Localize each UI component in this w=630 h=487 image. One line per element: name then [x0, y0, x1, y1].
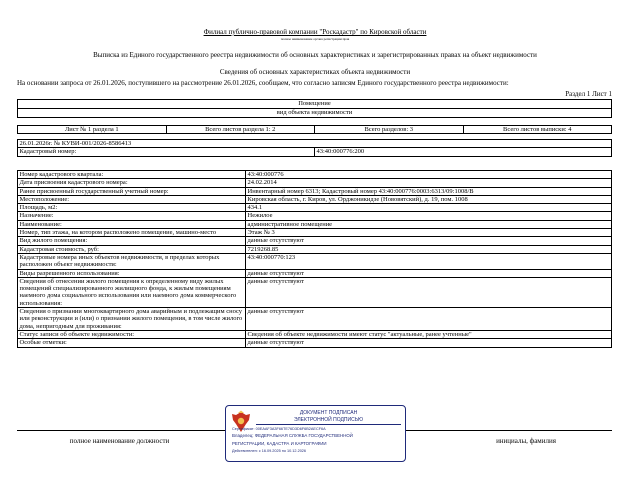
row-label: Ранее присвоенный государственный учетный номер:	[18, 187, 246, 195]
table-row	[18, 212, 612, 220]
row-value: Этаж № 3	[246, 229, 612, 237]
stamp-line1: ДОКУМЕНТ ПОДПИСАН	[299, 410, 358, 416]
sheets-total: Всего листов выписки: 4	[463, 126, 612, 134]
table-row	[18, 220, 612, 228]
row-label: Вид жилого помещения:	[18, 237, 246, 245]
cadastral-number-value: 43:40:000776:200	[315, 148, 612, 156]
table-row	[18, 179, 612, 187]
object-type-table	[17, 99, 612, 118]
position-caption: полное наименование должности	[69, 437, 170, 445]
row-value: административное помещение	[246, 220, 612, 228]
row-label: Кадастровые номера иных объектов недвижимости, в пределах которых расположен объект недвижимости:	[18, 253, 246, 269]
row-value: Нежилое	[246, 212, 612, 220]
row-label: Площадь, м2:	[18, 204, 246, 212]
table-row	[18, 237, 612, 245]
row-value: данные отсутствуют	[246, 277, 612, 307]
stamp-owner: Владелец: ФЕДЕРАЛЬНАЯ СЛУЖБА ГОСУДАРСТВЕННОЙ	[232, 433, 353, 438]
table-row	[18, 171, 612, 179]
table-row	[18, 253, 612, 269]
org-caption: полное наименование органа регистрации прав	[280, 37, 350, 41]
table-row	[18, 229, 612, 237]
row-value: данные отсутствуют	[246, 339, 612, 347]
sheet-info-table	[17, 125, 612, 134]
row-value: 43:40:000776	[246, 171, 612, 179]
stamp-certificate: Сертификат: 00EAAF3A3F66TE76D3D6F6B2AECF6A	[232, 427, 326, 431]
row-label: Дата присвоения кадастрового номера:	[18, 179, 246, 187]
table-row	[18, 245, 612, 253]
section-sheet: Раздел 1 Лист 1	[565, 90, 612, 98]
row-label: Особые отметки:	[18, 339, 246, 347]
row-label: Местоположение:	[18, 195, 246, 203]
row-label: Номер кадастрового квартала:	[18, 171, 246, 179]
row-value: Инвентарный номер 6313; Кадастровый номер 43:40:000776:0003:6313/09:1008/В	[246, 187, 612, 195]
row-value: Сведения об объекте недвижимости имеют статус "актуальные, ранее учтенные"	[246, 330, 612, 338]
name-caption: инициалы, фамилия	[496, 437, 556, 445]
row-label: Сведения о признании многоквартирного дома аварийным и подлежащим сносу или реконструкции и (или) о признании жилого помещения, в том числе жилого дома, непригодным для проживания:	[18, 308, 246, 331]
table-row	[18, 330, 612, 338]
row-value: 434.1	[246, 204, 612, 212]
row-value: 7219268.85	[246, 245, 612, 253]
object-type: Помещение	[18, 100, 612, 109]
record-date-number: 26.01.2026г. № КУВИ-001/2026-8586413	[18, 140, 612, 148]
request-text: На основании запроса от 26.01.2026, поступившего на рассмотрение 26.01.2026, сообщаем, что согласно записям Единого государственного реестра недвижимости:	[17, 79, 509, 87]
row-label: Назначение:	[18, 212, 246, 220]
row-label: Сведения об отнесении жилого помещения к определенному виду жилых помещений специализированного жилищного фонда, к жилым помещениям наемного дома социального использования или наемного дома коммерческого использования:	[18, 277, 246, 307]
sheet-number: Лист № 1 раздела 1	[18, 126, 167, 134]
row-value: 43:40:000770:123	[246, 253, 612, 269]
row-value: данные отсутствуют	[246, 269, 612, 277]
stamp-owner-2: РЕГИСТРАЦИИ, КАДАСТРА И КАРТОГРАФИИ	[232, 441, 327, 446]
row-value: данные отсутствуют	[246, 237, 612, 245]
section-title: Сведения об основных характеристиках объекта недвижимости	[219, 68, 411, 76]
row-label: Наименование:	[18, 220, 246, 228]
sheets-in-section: Всего листов раздела 1: 2	[166, 126, 315, 134]
electronic-signature-stamp	[225, 405, 406, 462]
object-type-caption: вид объекта недвижимости	[18, 109, 612, 118]
record-table	[17, 139, 612, 157]
row-value: 24.02.2014	[246, 179, 612, 187]
document-title: Выписка из Единого государственного реестра недвижимости об основных характеристиках и зарегистрированных правах на объект недвижимости	[93, 51, 537, 59]
table-row	[18, 187, 612, 195]
row-label: Статус записи об объекте недвижимости:	[18, 330, 246, 338]
row-label: Виды разрешенного использования:	[18, 269, 246, 277]
table-row	[18, 269, 612, 277]
org-name: Филиал публично-правовой компании "Роскадастр" по Кировской области	[203, 28, 427, 36]
row-value: данные отсутствуют	[246, 308, 612, 331]
table-row	[18, 195, 612, 203]
table-row	[18, 308, 612, 331]
sections-total: Всего разделов: 3	[315, 126, 464, 134]
stamp-line2: ЭЛЕКТРОННОЙ ПОДПИСЬЮ	[293, 417, 364, 423]
characteristics-table	[17, 170, 612, 348]
row-label: Номер, тип этажа, на котором расположено помещение, машино-место	[18, 229, 246, 237]
table-row	[18, 277, 612, 307]
cadastral-number-label: Кадастровый номер:	[18, 148, 315, 156]
row-label: Кадастровая стоимость, руб:	[18, 245, 246, 253]
stamp-validity: Действителен: с 16.09.2025 по 10.12.2026	[232, 449, 307, 453]
table-row	[18, 339, 612, 347]
stamp-divider	[256, 424, 401, 425]
row-value: Кировская область, г. Киров, ул. Орджоникидзе (Нововятский), д. 19, пом. 1008	[246, 195, 612, 203]
table-row	[18, 204, 612, 212]
